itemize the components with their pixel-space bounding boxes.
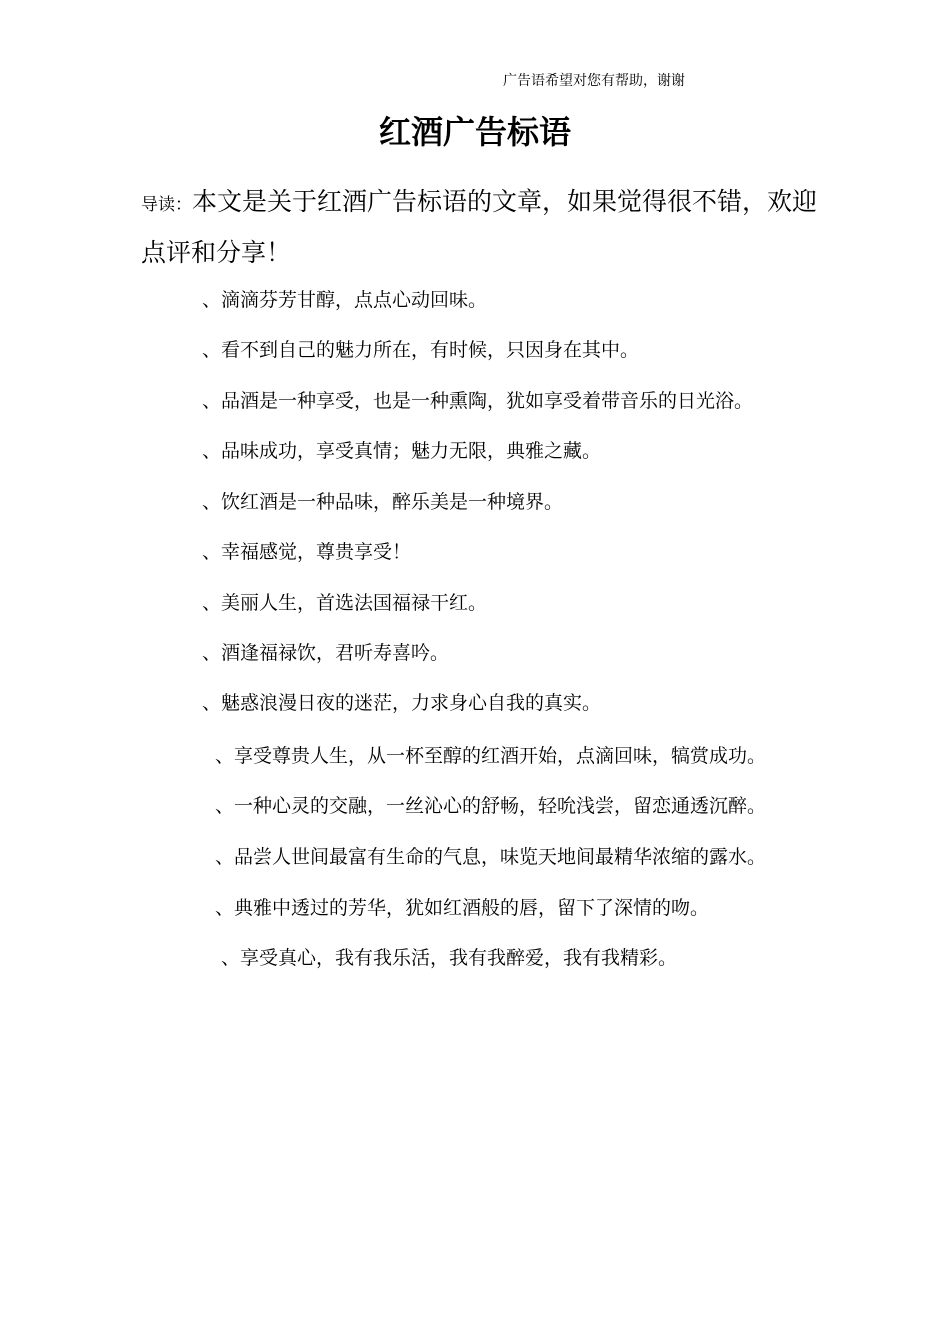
intro-paragraph <box>141 178 821 277</box>
slogan-item: 、品尝人世间最富有生命的气息，味览天地间最精华浓缩的露水。 <box>215 846 767 868</box>
slogan-item: 、美丽人生，首选法国福禄干红。 <box>202 592 488 614</box>
slogan-item: 、品味成功，享受真情；魅力无限，典雅之藏。 <box>202 440 602 462</box>
header-note: 广告语希望对您有帮助，谢谢 <box>503 73 685 89</box>
page-title: 红酒广告标语 <box>378 113 571 151</box>
slogan-item: 、魅惑浪漫日夜的迷茫，力求身心自我的真实。 <box>202 692 602 714</box>
slogan-item: 、品酒是一种享受，也是一种熏陶，犹如享受着带音乐的日光浴。 <box>202 390 754 412</box>
slogan-item: 、滴滴芬芳甘醇，点点心动回味。 <box>202 289 488 311</box>
slogan-item: 、幸福感觉，尊贵享受！ <box>202 541 412 563</box>
slogan-item: 、酒逢福禄饮，君听寿喜吟。 <box>202 642 450 664</box>
slogan-item: 、典雅中透过的芳华，犹如红酒般的唇，留下了深情的吻。 <box>215 897 710 919</box>
slogan-item: 、看不到自己的魅力所在，有时候，只因身在其中。 <box>202 339 640 361</box>
slogan-item: 、一种心灵的交融，一丝沁心的舒畅，轻吮浅尝，留恋通透沉醉。 <box>215 795 767 817</box>
slogan-item: 、享受真心，我有我乐活，我有我醉爱，我有我精彩。 <box>221 947 678 969</box>
slogan-item: 、饮红酒是一种品味，醉乐美是一种境界。 <box>202 491 564 513</box>
slogan-item: 、享受尊贵人生，从一杯至醇的红酒开始，点滴回味，犒赏成功。 <box>215 745 767 767</box>
intro-label: 导读： <box>141 195 192 215</box>
intro-text: 本文是关于红酒广告标语的文章，如果觉得很不错，欢迎点评和分享！ <box>141 187 818 267</box>
